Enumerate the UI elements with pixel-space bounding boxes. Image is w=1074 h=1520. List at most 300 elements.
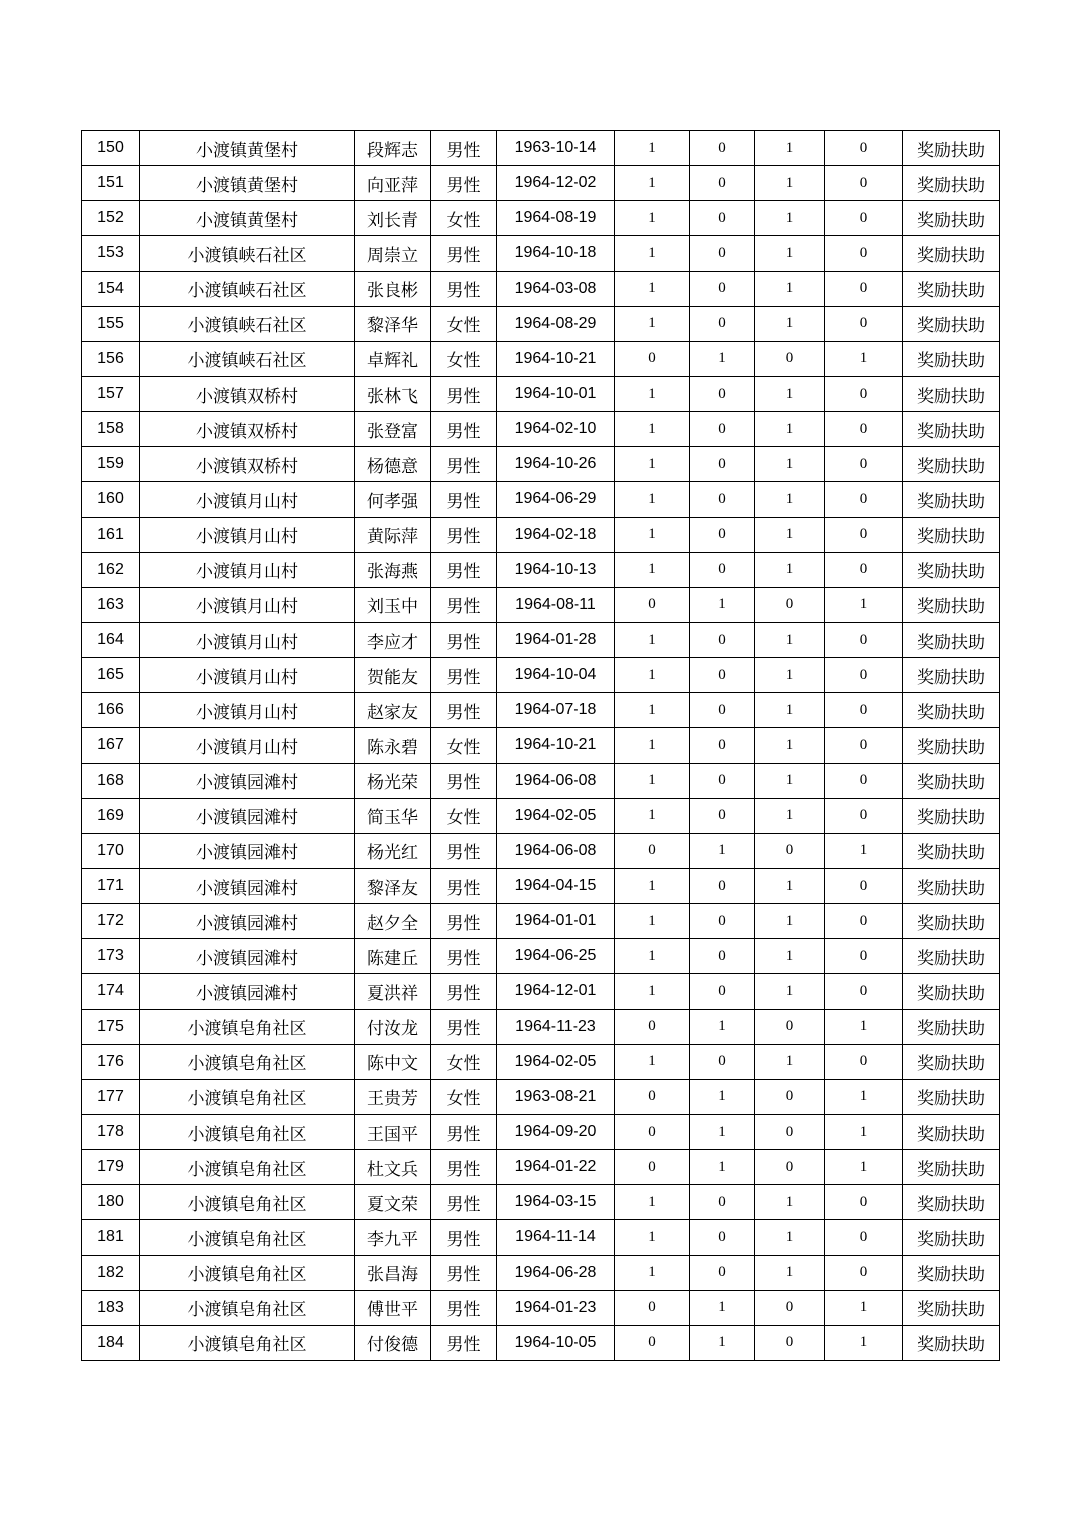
flag-2-cell: 0 (690, 271, 755, 306)
name-cell: 夏文荣 (355, 1185, 431, 1220)
flag-4-cell: 1 (825, 341, 903, 376)
flag-4-cell: 0 (825, 693, 903, 728)
birth-date-cell: 1964-10-01 (497, 376, 615, 411)
flag-4-cell: 0 (825, 517, 903, 552)
name-cell: 付汝龙 (355, 1009, 431, 1044)
flag-4-cell: 0 (825, 1220, 903, 1255)
name-cell: 赵夕全 (355, 904, 431, 939)
gender-cell: 男性 (431, 833, 497, 868)
birth-date-cell: 1964-09-20 (497, 1114, 615, 1149)
flag-3-cell: 0 (755, 1325, 825, 1360)
flag-2-cell: 0 (690, 306, 755, 341)
gender-cell: 男性 (431, 447, 497, 482)
gender-cell: 男性 (431, 587, 497, 622)
support-type-cell: 奖励扶助 (903, 1079, 1000, 1114)
flag-4-cell: 0 (825, 974, 903, 1009)
table-row (82, 1290, 1000, 1325)
flag-4-cell: 0 (825, 131, 903, 166)
support-type-cell: 奖励扶助 (903, 1009, 1000, 1044)
birth-date-cell: 1964-02-05 (497, 798, 615, 833)
flag-2-cell: 0 (690, 622, 755, 657)
gender-cell: 男性 (431, 974, 497, 1009)
table-row (82, 658, 1000, 693)
flag-2-cell: 0 (690, 763, 755, 798)
name-cell: 张昌海 (355, 1255, 431, 1290)
gender-cell: 男性 (431, 1290, 497, 1325)
support-type-cell: 奖励扶助 (903, 412, 1000, 447)
birth-date-cell: 1964-04-15 (497, 868, 615, 903)
row-number-cell: 177 (82, 1079, 140, 1114)
support-type-cell: 奖励扶助 (903, 271, 1000, 306)
gender-cell: 男性 (431, 1150, 497, 1185)
row-number-cell: 151 (82, 166, 140, 201)
flag-1-cell: 1 (615, 201, 690, 236)
flag-2-cell: 0 (690, 1220, 755, 1255)
gender-cell: 女性 (431, 306, 497, 341)
birth-date-cell: 1964-01-22 (497, 1150, 615, 1185)
flag-1-cell: 1 (615, 412, 690, 447)
flag-3-cell: 1 (755, 201, 825, 236)
table-row (82, 587, 1000, 622)
row-number-cell: 152 (82, 201, 140, 236)
name-cell: 段辉志 (355, 131, 431, 166)
row-number-cell: 179 (82, 1150, 140, 1185)
birth-date-cell: 1964-10-21 (497, 341, 615, 376)
row-number-cell: 170 (82, 833, 140, 868)
row-number-cell: 160 (82, 482, 140, 517)
row-number-cell: 184 (82, 1325, 140, 1360)
gender-cell: 男性 (431, 1114, 497, 1149)
table-row (82, 974, 1000, 1009)
name-cell: 向亚萍 (355, 166, 431, 201)
name-cell: 王国平 (355, 1114, 431, 1149)
support-type-cell: 奖励扶助 (903, 974, 1000, 1009)
flag-2-cell: 1 (690, 1325, 755, 1360)
birth-date-cell: 1964-06-25 (497, 939, 615, 974)
row-number-cell: 165 (82, 658, 140, 693)
name-cell: 张登富 (355, 412, 431, 447)
table-row (82, 798, 1000, 833)
flag-3-cell: 0 (755, 1290, 825, 1325)
name-cell: 李九平 (355, 1220, 431, 1255)
flag-1-cell: 1 (615, 306, 690, 341)
flag-2-cell: 1 (690, 833, 755, 868)
name-cell: 王贵芳 (355, 1079, 431, 1114)
support-type-cell: 奖励扶助 (903, 939, 1000, 974)
support-type-cell: 奖励扶助 (903, 763, 1000, 798)
name-cell: 刘玉中 (355, 587, 431, 622)
flag-1-cell: 1 (615, 517, 690, 552)
flag-3-cell: 1 (755, 376, 825, 411)
flag-1-cell: 0 (615, 1114, 690, 1149)
support-type-cell: 奖励扶助 (903, 376, 1000, 411)
flag-2-cell: 0 (690, 798, 755, 833)
flag-1-cell: 0 (615, 341, 690, 376)
flag-3-cell: 1 (755, 974, 825, 1009)
location-cell: 小渡镇黄堡村 (140, 201, 355, 236)
flag-1-cell: 0 (615, 587, 690, 622)
support-type-cell: 奖励扶助 (903, 341, 1000, 376)
gender-cell: 男性 (431, 166, 497, 201)
flag-1-cell: 1 (615, 166, 690, 201)
location-cell: 小渡镇皂角社区 (140, 1325, 355, 1360)
name-cell: 张良彬 (355, 271, 431, 306)
table-row (82, 622, 1000, 657)
name-cell: 张海燕 (355, 552, 431, 587)
row-number-cell: 167 (82, 728, 140, 763)
name-cell: 刘长青 (355, 201, 431, 236)
location-cell: 小渡镇双桥村 (140, 376, 355, 411)
flag-4-cell: 0 (825, 658, 903, 693)
location-cell: 小渡镇月山村 (140, 728, 355, 763)
flag-3-cell: 1 (755, 1044, 825, 1079)
flag-3-cell: 1 (755, 1185, 825, 1220)
support-type-cell: 奖励扶助 (903, 587, 1000, 622)
gender-cell: 女性 (431, 201, 497, 236)
flag-3-cell: 1 (755, 166, 825, 201)
flag-1-cell: 1 (615, 376, 690, 411)
gender-cell: 男性 (431, 1220, 497, 1255)
flag-2-cell: 0 (690, 1044, 755, 1079)
row-number-cell: 168 (82, 763, 140, 798)
table-row (82, 939, 1000, 974)
flag-2-cell: 0 (690, 552, 755, 587)
flag-3-cell: 1 (755, 236, 825, 271)
flag-2-cell: 0 (690, 412, 755, 447)
flag-4-cell: 0 (825, 447, 903, 482)
table-row (82, 447, 1000, 482)
flag-3-cell: 1 (755, 798, 825, 833)
support-type-cell: 奖励扶助 (903, 306, 1000, 341)
row-number-cell: 150 (82, 131, 140, 166)
name-cell: 陈中文 (355, 1044, 431, 1079)
birth-date-cell: 1964-01-23 (497, 1290, 615, 1325)
name-cell: 杜文兵 (355, 1150, 431, 1185)
birth-date-cell: 1964-12-01 (497, 974, 615, 1009)
table-row (82, 131, 1000, 166)
flag-1-cell: 1 (615, 868, 690, 903)
gender-cell: 男性 (431, 868, 497, 903)
name-cell: 黄际萍 (355, 517, 431, 552)
flag-3-cell: 1 (755, 693, 825, 728)
gender-cell: 女性 (431, 798, 497, 833)
location-cell: 小渡镇皂角社区 (140, 1220, 355, 1255)
flag-1-cell: 1 (615, 1044, 690, 1079)
flag-3-cell: 1 (755, 868, 825, 903)
flag-2-cell: 0 (690, 447, 755, 482)
support-type-cell: 奖励扶助 (903, 904, 1000, 939)
support-type-cell: 奖励扶助 (903, 728, 1000, 763)
birth-date-cell: 1963-08-21 (497, 1079, 615, 1114)
location-cell: 小渡镇园滩村 (140, 904, 355, 939)
name-cell: 付俊德 (355, 1325, 431, 1360)
flag-2-cell: 1 (690, 341, 755, 376)
flag-2-cell: 0 (690, 236, 755, 271)
table-row (82, 1220, 1000, 1255)
gender-cell: 女性 (431, 728, 497, 763)
table-row (82, 201, 1000, 236)
location-cell: 小渡镇月山村 (140, 552, 355, 587)
flag-2-cell: 0 (690, 482, 755, 517)
gender-cell: 男性 (431, 658, 497, 693)
support-type-cell: 奖励扶助 (903, 482, 1000, 517)
gender-cell: 男性 (431, 904, 497, 939)
table-row (82, 868, 1000, 903)
table-row (82, 1255, 1000, 1290)
table-row (82, 552, 1000, 587)
table-row (82, 1009, 1000, 1044)
flag-2-cell: 0 (690, 1255, 755, 1290)
flag-4-cell: 1 (825, 1079, 903, 1114)
table-row (82, 693, 1000, 728)
location-cell: 小渡镇园滩村 (140, 939, 355, 974)
row-number-cell: 156 (82, 341, 140, 376)
flag-3-cell: 1 (755, 412, 825, 447)
birth-date-cell: 1964-06-28 (497, 1255, 615, 1290)
support-type-cell: 奖励扶助 (903, 131, 1000, 166)
flag-3-cell: 1 (755, 447, 825, 482)
gender-cell: 男性 (431, 131, 497, 166)
gender-cell: 女性 (431, 1044, 497, 1079)
location-cell: 小渡镇月山村 (140, 693, 355, 728)
flag-1-cell: 0 (615, 1325, 690, 1360)
flag-1-cell: 1 (615, 622, 690, 657)
flag-3-cell: 0 (755, 1114, 825, 1149)
table-row (82, 236, 1000, 271)
row-number-cell: 172 (82, 904, 140, 939)
birth-date-cell: 1964-01-28 (497, 622, 615, 657)
flag-4-cell: 0 (825, 271, 903, 306)
birth-date-cell: 1964-10-13 (497, 552, 615, 587)
flag-3-cell: 1 (755, 658, 825, 693)
table-row (82, 1185, 1000, 1220)
location-cell: 小渡镇峡石社区 (140, 306, 355, 341)
location-cell: 小渡镇皂角社区 (140, 1114, 355, 1149)
flag-4-cell: 0 (825, 166, 903, 201)
location-cell: 小渡镇月山村 (140, 517, 355, 552)
support-type-cell: 奖励扶助 (903, 166, 1000, 201)
gender-cell: 男性 (431, 1185, 497, 1220)
row-number-cell: 171 (82, 868, 140, 903)
name-cell: 杨德意 (355, 447, 431, 482)
birth-date-cell: 1964-06-08 (497, 833, 615, 868)
support-type-cell: 奖励扶助 (903, 201, 1000, 236)
flag-2-cell: 1 (690, 587, 755, 622)
flag-1-cell: 1 (615, 939, 690, 974)
roster-table (81, 130, 1000, 1361)
flag-3-cell: 1 (755, 271, 825, 306)
location-cell: 小渡镇双桥村 (140, 447, 355, 482)
gender-cell: 男性 (431, 693, 497, 728)
location-cell: 小渡镇黄堡村 (140, 131, 355, 166)
birth-date-cell: 1964-10-21 (497, 728, 615, 763)
gender-cell: 女性 (431, 341, 497, 376)
name-cell: 陈建丘 (355, 939, 431, 974)
name-cell: 张林飞 (355, 376, 431, 411)
birth-date-cell: 1964-03-08 (497, 271, 615, 306)
gender-cell: 女性 (431, 1079, 497, 1114)
flag-4-cell: 1 (825, 1290, 903, 1325)
table-row (82, 341, 1000, 376)
flag-4-cell: 1 (825, 1009, 903, 1044)
flag-2-cell: 0 (690, 728, 755, 763)
support-type-cell: 奖励扶助 (903, 552, 1000, 587)
support-type-cell: 奖励扶助 (903, 1044, 1000, 1079)
flag-4-cell: 0 (825, 376, 903, 411)
table-row (82, 833, 1000, 868)
location-cell: 小渡镇峡石社区 (140, 341, 355, 376)
flag-1-cell: 1 (615, 1220, 690, 1255)
gender-cell: 男性 (431, 622, 497, 657)
location-cell: 小渡镇园滩村 (140, 833, 355, 868)
flag-1-cell: 0 (615, 833, 690, 868)
name-cell: 李应才 (355, 622, 431, 657)
name-cell: 卓辉礼 (355, 341, 431, 376)
flag-1-cell: 1 (615, 798, 690, 833)
location-cell: 小渡镇皂角社区 (140, 1150, 355, 1185)
flag-1-cell: 1 (615, 482, 690, 517)
flag-2-cell: 0 (690, 517, 755, 552)
birth-date-cell: 1964-06-29 (497, 482, 615, 517)
flag-2-cell: 0 (690, 939, 755, 974)
flag-2-cell: 1 (690, 1114, 755, 1149)
flag-1-cell: 1 (615, 763, 690, 798)
name-cell: 何孝强 (355, 482, 431, 517)
gender-cell: 男性 (431, 376, 497, 411)
row-number-cell: 154 (82, 271, 140, 306)
flag-4-cell: 0 (825, 306, 903, 341)
flag-3-cell: 1 (755, 904, 825, 939)
table-row (82, 376, 1000, 411)
birth-date-cell: 1964-08-29 (497, 306, 615, 341)
birth-date-cell: 1964-07-18 (497, 693, 615, 728)
flag-4-cell: 0 (825, 622, 903, 657)
support-type-cell: 奖励扶助 (903, 622, 1000, 657)
gender-cell: 男性 (431, 1325, 497, 1360)
flag-2-cell: 0 (690, 376, 755, 411)
gender-cell: 男性 (431, 939, 497, 974)
location-cell: 小渡镇皂角社区 (140, 1255, 355, 1290)
flag-1-cell: 0 (615, 1009, 690, 1044)
flag-2-cell: 0 (690, 131, 755, 166)
table-row (82, 412, 1000, 447)
flag-3-cell: 1 (755, 622, 825, 657)
row-number-cell: 175 (82, 1009, 140, 1044)
row-number-cell: 166 (82, 693, 140, 728)
birth-date-cell: 1964-02-05 (497, 1044, 615, 1079)
location-cell: 小渡镇双桥村 (140, 412, 355, 447)
flag-2-cell: 0 (690, 904, 755, 939)
birth-date-cell: 1964-02-10 (497, 412, 615, 447)
support-type-cell: 奖励扶助 (903, 1114, 1000, 1149)
location-cell: 小渡镇皂角社区 (140, 1290, 355, 1325)
flag-3-cell: 1 (755, 131, 825, 166)
birth-date-cell: 1964-10-05 (497, 1325, 615, 1360)
row-number-cell: 153 (82, 236, 140, 271)
flag-1-cell: 1 (615, 1255, 690, 1290)
support-type-cell: 奖励扶助 (903, 1290, 1000, 1325)
row-number-cell: 181 (82, 1220, 140, 1255)
flag-3-cell: 1 (755, 1220, 825, 1255)
flag-4-cell: 0 (825, 1044, 903, 1079)
table-row (82, 763, 1000, 798)
flag-4-cell: 0 (825, 201, 903, 236)
name-cell: 夏洪祥 (355, 974, 431, 1009)
location-cell: 小渡镇月山村 (140, 587, 355, 622)
flag-3-cell: 0 (755, 1150, 825, 1185)
name-cell: 简玉华 (355, 798, 431, 833)
flag-4-cell: 1 (825, 587, 903, 622)
table-row (82, 1150, 1000, 1185)
flag-4-cell: 1 (825, 833, 903, 868)
flag-2-cell: 0 (690, 693, 755, 728)
support-type-cell: 奖励扶助 (903, 1150, 1000, 1185)
roster-table-body (82, 131, 1000, 1361)
support-type-cell: 奖励扶助 (903, 1220, 1000, 1255)
table-row (82, 271, 1000, 306)
location-cell: 小渡镇月山村 (140, 622, 355, 657)
row-number-cell: 162 (82, 552, 140, 587)
gender-cell: 男性 (431, 1255, 497, 1290)
support-type-cell: 奖励扶助 (903, 1325, 1000, 1360)
flag-1-cell: 0 (615, 1150, 690, 1185)
flag-4-cell: 0 (825, 1185, 903, 1220)
flag-1-cell: 0 (615, 1290, 690, 1325)
row-number-cell: 157 (82, 376, 140, 411)
location-cell: 小渡镇峡石社区 (140, 236, 355, 271)
birth-date-cell: 1964-11-23 (497, 1009, 615, 1044)
flag-1-cell: 1 (615, 552, 690, 587)
flag-4-cell: 1 (825, 1325, 903, 1360)
row-number-cell: 169 (82, 798, 140, 833)
flag-3-cell: 1 (755, 552, 825, 587)
birth-date-cell: 1964-03-15 (497, 1185, 615, 1220)
row-number-cell: 182 (82, 1255, 140, 1290)
birth-date-cell: 1963-10-14 (497, 131, 615, 166)
flag-3-cell: 1 (755, 939, 825, 974)
location-cell: 小渡镇月山村 (140, 482, 355, 517)
birth-date-cell: 1964-10-26 (497, 447, 615, 482)
support-type-cell: 奖励扶助 (903, 517, 1000, 552)
flag-4-cell: 0 (825, 939, 903, 974)
birth-date-cell: 1964-10-18 (497, 236, 615, 271)
location-cell: 小渡镇皂角社区 (140, 1079, 355, 1114)
location-cell: 小渡镇园滩村 (140, 798, 355, 833)
location-cell: 小渡镇园滩村 (140, 763, 355, 798)
flag-1-cell: 1 (615, 271, 690, 306)
flag-4-cell: 0 (825, 1255, 903, 1290)
support-type-cell: 奖励扶助 (903, 447, 1000, 482)
row-number-cell: 159 (82, 447, 140, 482)
gender-cell: 男性 (431, 482, 497, 517)
birth-date-cell: 1964-06-08 (497, 763, 615, 798)
table-row (82, 166, 1000, 201)
name-cell: 傅世平 (355, 1290, 431, 1325)
name-cell: 杨光红 (355, 833, 431, 868)
flag-2-cell: 1 (690, 1009, 755, 1044)
table-row (82, 517, 1000, 552)
flag-3-cell: 0 (755, 341, 825, 376)
flag-1-cell: 1 (615, 447, 690, 482)
flag-4-cell: 0 (825, 482, 903, 517)
flag-1-cell: 0 (615, 1079, 690, 1114)
row-number-cell: 176 (82, 1044, 140, 1079)
row-number-cell: 178 (82, 1114, 140, 1149)
table-row (82, 904, 1000, 939)
support-type-cell: 奖励扶助 (903, 868, 1000, 903)
row-number-cell: 161 (82, 517, 140, 552)
flag-2-cell: 0 (690, 201, 755, 236)
